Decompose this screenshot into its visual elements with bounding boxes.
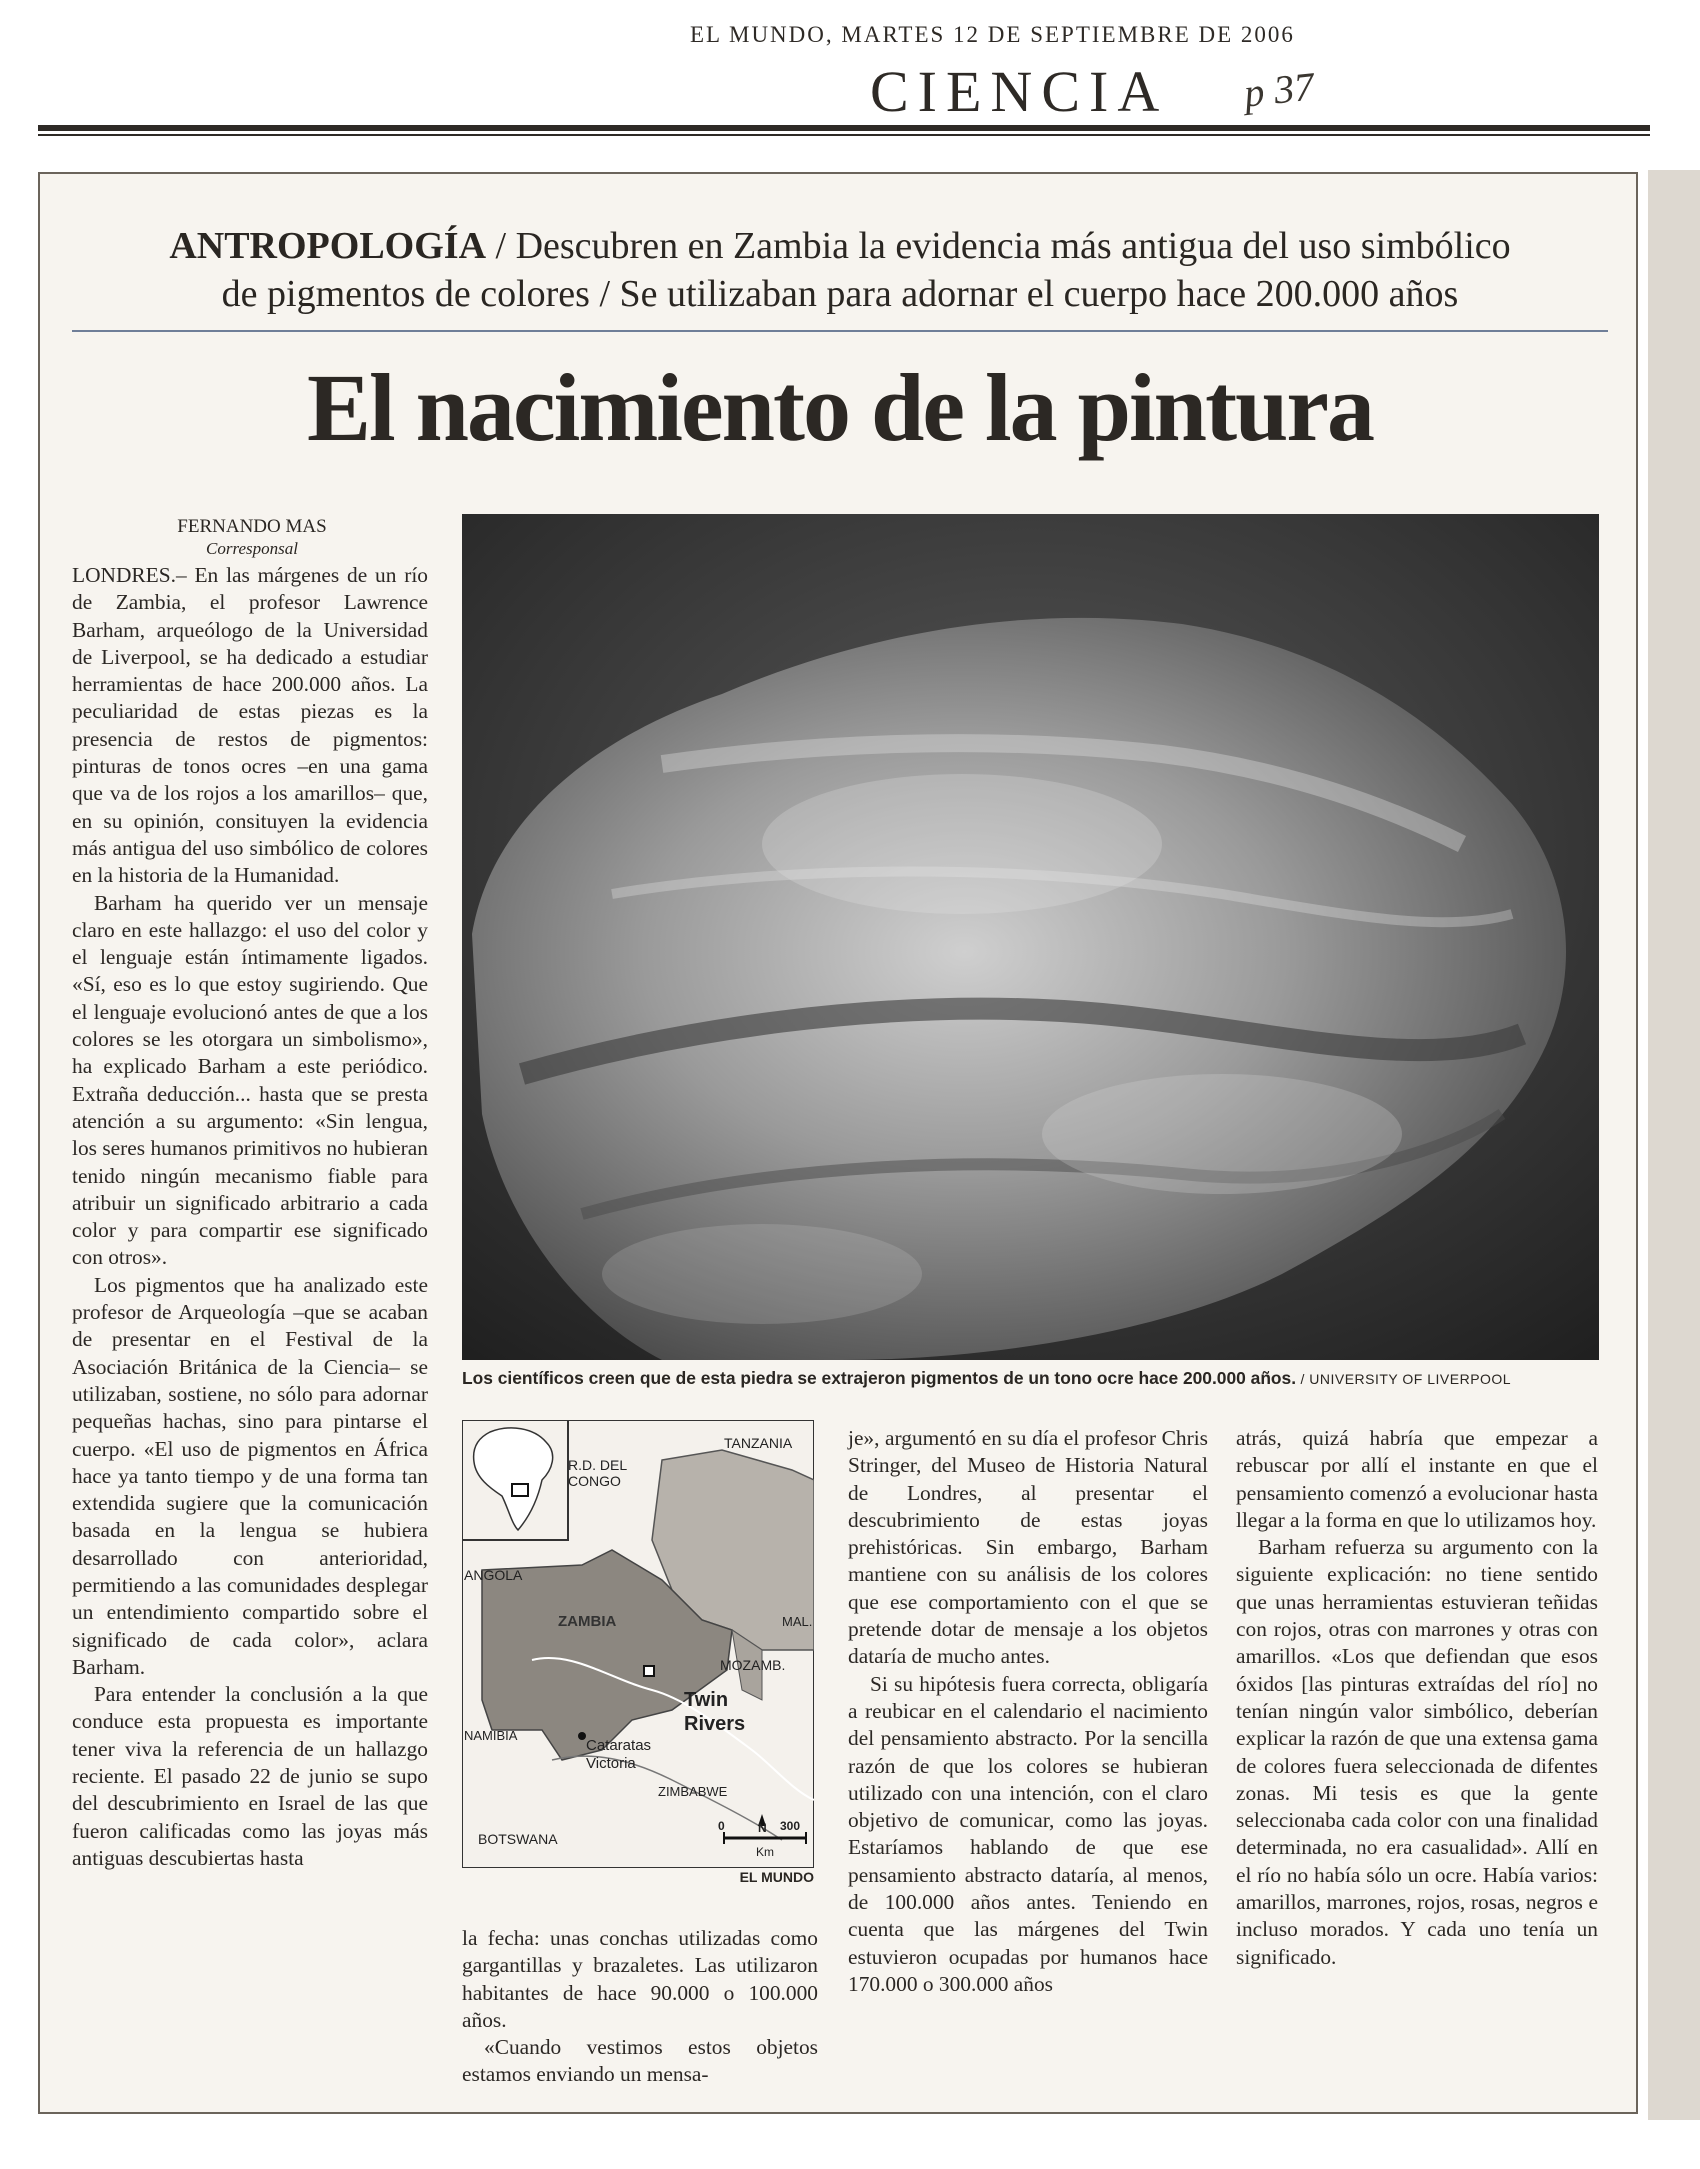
photo-caption — [462, 1368, 1599, 1389]
label-rivers: Rivers — [684, 1713, 746, 1735]
col1-paragraph-2: Barham ha querido ver un mensaje claro en este hallazgo: el uso del color y el lenguaje están íntimamente ligados. «Sí, eso es lo que estoy sugiriendo. Que el lenguaje evolucionó antes de que a los colores se les otorgara un simbolismo», ha explicado Barham a este periódico. Extraña deducción... hasta que se presta atención a su argumento: «Sin lengua, los seres humanos primitivos no hubieran tenido ningún mecanismo fiable para atribuir un significado arbitrario a cada color y para compartir ese significado con otros». — [72, 890, 428, 1270]
author-role: Corresponsal — [206, 539, 298, 558]
label-congo-1: R.D. DEL — [568, 1457, 628, 1473]
headline: El nacimiento de la pintura — [306, 354, 1374, 461]
col3-paragraph-2: Si su hipótesis fuera correcta, obligaría a reubicar en el calendario el nacimiento del pensamiento abstracto. Por la sencilla razón de que los colores se hubieran utilizado con una intención, con el claro objetivo de comunicar, como las joyas. Estaríamos hablando de que ese pensamiento abstracto dataría, al menos, de 100.000 años antes. Teniendo en cuenta que las márgenes del Twin estuvieron ocupadas por humanos hace 170.000 o 300.000 años — [848, 1671, 1208, 1996]
twin-rivers-marker — [644, 1666, 654, 1676]
column-3 — [848, 1425, 1208, 1998]
subheadline — [70, 222, 1610, 318]
label-cataratas-1: Cataratas — [586, 1737, 652, 1754]
subhead-rule — [72, 330, 1608, 332]
label-twin: Twin — [684, 1689, 729, 1711]
subhead-line-1: / Descubren en Zambia la evidencia más antigua del uso simbólico — [486, 225, 1511, 267]
label-malawi: MAL. — [782, 1614, 813, 1629]
byline — [72, 516, 432, 560]
header-rule — [38, 125, 1650, 131]
victoria-falls-marker — [578, 1732, 586, 1740]
label-congo-2: CONGO — [568, 1473, 621, 1489]
col1-paragraph-1: LONDRES.– En las márgenes de un río de Zambia, el profesor Lawrence Barham, arqueólogo de la Universidad de Liverpool, se ha dedicado a estudiar herramientas de hace 200.000 años. La peculiaridad de estas piezas es la presencia de restos de pigmentos: pinturas de tonos ocres –en una gama que va de los rojos a los amarillos– que, en su opinión, consituyen la evidencia más antigua del uso simbólico de colores en la historia de la Humanidad. — [72, 563, 428, 888]
col2-paragraph-2: «Cuando vestimos estos objetos estamos enviando un mensa- — [462, 2035, 818, 2087]
scale-unit: Km — [756, 1845, 774, 1859]
label-tanzania: TANZANIA — [724, 1435, 793, 1451]
scale-zero: 0 — [718, 1819, 725, 1833]
map-graphic — [462, 1420, 814, 1868]
col1-paragraph-3: Los pigmentos que ha analizado este profesor de Arqueología –que se acaban de presentar en el Festival de la Asociación Británica de la Ciencia– se utilizaban, sostiene, no sólo para adornar pequeñas hachas, sino para pintarse el cuerpo. «El uso de pigmentos en África hace ya tanto tiempo y de una forma tan extendida sugiere que la comunicación basada en la lengua se hubiera desarrollado con anterioridad, permitiendo a las comunidades desplegar un entendimiento compartido sobre el significado de cada color», aclara Barham. — [72, 1272, 428, 1679]
column-2 — [462, 1925, 818, 2089]
label-angola: ANGOLA — [464, 1567, 523, 1583]
caption-text: Los científicos creen que de esta piedra se extrajeron pigmentos de un tono ocre hace 200.000 años. — [462, 1368, 1297, 1388]
subhead-line-2: de pigmentos de colores / Se utilizaban para adornar el cuerpo hace 200.000 años — [221, 273, 1459, 315]
label-mozambique: MOZAMB. — [720, 1657, 786, 1673]
label-botswana: BOTSWANA — [478, 1831, 558, 1847]
label-namibia: NAMIBIA — [464, 1728, 518, 1743]
section-title: CIENCIA — [870, 59, 1169, 124]
stone-photo — [462, 514, 1599, 1360]
map-credit: EL MUNDO — [739, 1869, 814, 1885]
col4-paragraph-2: Barham refuerza su argumento con la siguiente explicación: no tiene sentido que unas herramientas estuvieran teñidas con rojos, otras con marrones y otras con amarillos. «Los que defiendan que esos óxidos [las pinturas extraídas del río] no tenían ningún valor simbólico, deberían explicar la razón de que una extensa gama de colores fuera seleccionada de difentes zonas. Mi tesis es que la gente seleccionaba cada color con una finalidad determinada, no era casualidad». Allí en el río no había sólo un ocre. Había varios: amarillos, marrones, rojos, rosas, negros e incluso morados. Y cada uno tenía un significado. — [1236, 1535, 1598, 1969]
col4-paragraph-1: atrás, quizá habría que empezar a rebuscar por allí el instante en que el pensamiento comenzó a evolucionar hasta llegar a la forma en que lo utilizamos hoy. — [1236, 1426, 1598, 1532]
header-rule-thin — [38, 134, 1650, 136]
north-label: N — [758, 1821, 767, 1835]
col3-paragraph-1: je», argumentó en su día el profesor Chris Stringer, del Museo de Historia Natural de Londres, al presentar el descubrimiento de estas joyas prehistóricas. Sin embargo, Barham mantiene con su análisis de los colores que ese comportamiento con el que se pretende dotar de mensaje a los objetos dataría de mucho antes. — [848, 1426, 1208, 1669]
col2-paragraph-1: la fecha: unas conchas utilizadas como gargantillas y brazaletes. Las utilizaron habitantes de hace 90.000 o 100.000 años. — [462, 1926, 818, 2032]
dateline: EL MUNDO, MARTES 12 DE SEPTIEMBRE DE 2006 — [690, 22, 1295, 47]
handwritten-note: p 37 — [1241, 63, 1317, 116]
scale-300: 300 — [780, 1819, 801, 1833]
col1-paragraph-4: Para entender la conclusión a la que conduce esta propuesta es importante tener viva la referencia de un hallazgo reciente. El pasado 22 de junio se supo del descubrimiento en Israel de las que fueron calificadas como las joyas más antiguas descubiertas hasta — [72, 1682, 428, 1870]
kicker: ANTROPOLOGÍA — [169, 225, 487, 267]
author-name: FERNANDO MAS — [177, 516, 327, 537]
zambia-map — [462, 1420, 814, 1868]
pigment-stone-image — [462, 514, 1599, 1360]
label-zimbabwe: ZIMBABWE — [658, 1784, 728, 1799]
page-edge-shadow — [1648, 170, 1700, 2120]
column-1 — [72, 562, 428, 1872]
column-4 — [1236, 1425, 1598, 1971]
label-zambia: ZAMBIA — [558, 1613, 617, 1630]
photo-credit: / UNIVERSITY OF LIVERPOOL — [1296, 1371, 1512, 1387]
label-cataratas-2: Victoria — [586, 1755, 636, 1772]
